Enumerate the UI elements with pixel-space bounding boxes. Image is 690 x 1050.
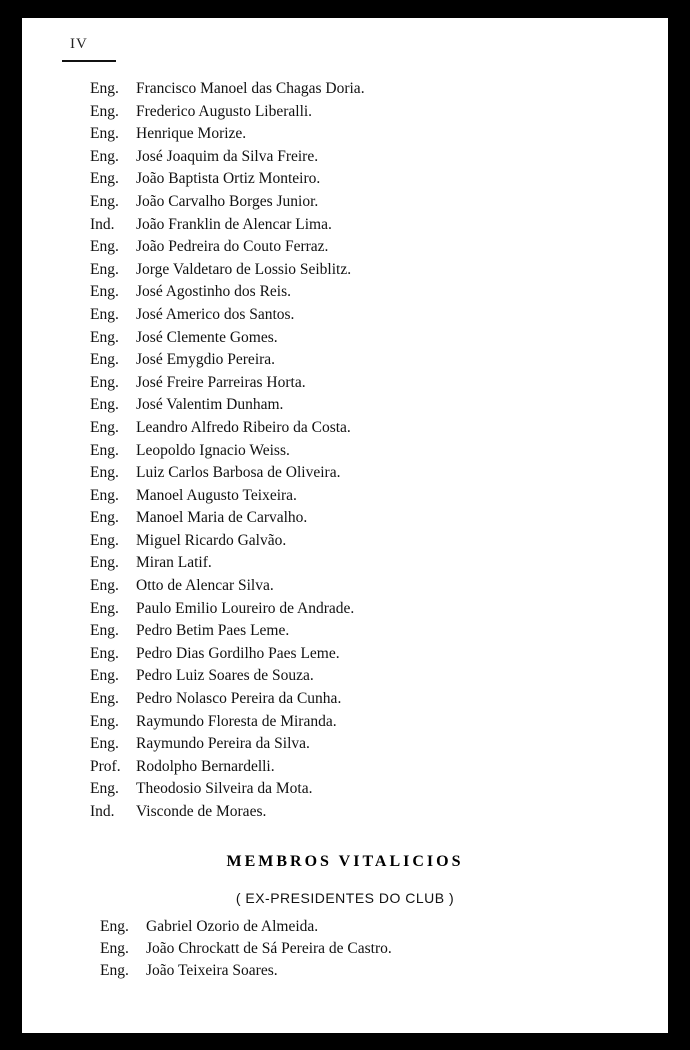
member-entry (90, 101, 365, 124)
member-entry (100, 938, 392, 960)
member-title: Eng. (100, 918, 129, 935)
member-name: Frederico Augusto Liberalli. (136, 102, 313, 120)
member-title: Eng. (90, 599, 119, 617)
member-entry (90, 123, 365, 146)
member-name: Pedro Betim Paes Leme. (136, 622, 290, 640)
members-list (90, 78, 365, 824)
member-name: Manoel Augusto Teixeira. (136, 486, 297, 504)
member-title: Eng. (90, 328, 119, 346)
member-name: Francisco Manoel das Chagas Doria. (136, 80, 365, 97)
member-title: Eng. (90, 418, 119, 436)
member-title: Eng. (90, 690, 119, 708)
member-title: Eng. (90, 441, 119, 459)
section-title: MEMBROS VITALICIOS (226, 853, 464, 870)
member-name: Miran Latif. (136, 554, 212, 572)
member-entry (90, 259, 365, 282)
member-name: Leandro Alfredo Ribeiro da Costa. (136, 418, 351, 436)
member-name: José Clemente Gomes. (136, 328, 278, 346)
member-title: Eng. (90, 554, 119, 572)
member-name: João Franklin de Alencar Lima. (136, 215, 332, 233)
member-name: José Agostinho dos Reis. (136, 283, 292, 301)
member-entry (90, 417, 365, 440)
member-entry (90, 236, 365, 259)
member-entry (90, 733, 365, 756)
member-entry (90, 304, 365, 327)
member-title: Eng. (90, 305, 119, 323)
member-name: José Valentim Dunham. (136, 396, 284, 414)
member-name: Theodosio Silveira da Mota. (136, 780, 313, 798)
member-entry (90, 372, 365, 395)
member-title: Eng. (90, 351, 119, 369)
member-name: Pedro Nolasco Pereira da Cunha. (136, 690, 342, 708)
member-title: Eng. (90, 780, 119, 798)
member-entry (90, 191, 365, 214)
page-number: IV (70, 36, 88, 52)
member-title: Eng. (90, 531, 119, 549)
member-name: Henrique Morize. (136, 125, 247, 143)
member-entry (90, 327, 365, 350)
member-entry (90, 462, 365, 485)
member-title: Eng. (90, 644, 119, 662)
member-title: Eng. (90, 622, 119, 640)
member-name: Paulo Emilio Loureiro de Andrade. (136, 599, 355, 617)
member-entry (90, 281, 365, 304)
member-entry (90, 552, 365, 575)
member-title: Ind. (90, 803, 115, 820)
member-name: Luiz Carlos Barbosa de Oliveira. (136, 464, 341, 482)
member-name: Leopoldo Ignacio Weiss. (136, 441, 290, 459)
member-entry (90, 485, 365, 508)
member-title: Eng. (90, 283, 119, 301)
member-entry (90, 688, 365, 711)
member-title: Eng. (90, 486, 119, 504)
member-title: Eng. (90, 667, 119, 685)
member-entry (90, 643, 365, 666)
member-name: José Emygdio Pereira. (136, 351, 276, 369)
member-name: José Joaquim da Silva Freire. (136, 147, 319, 165)
member-name: José Freire Parreiras Horta. (136, 373, 306, 391)
member-entry (100, 916, 392, 938)
member-title: Eng. (90, 373, 119, 391)
member-title: Eng. (100, 940, 129, 957)
member-name: José Americo dos Santos. (136, 305, 295, 323)
member-entry (90, 620, 365, 643)
member-entry (90, 778, 365, 801)
member-name: Raymundo Floresta de Miranda. (136, 712, 337, 730)
member-title: Eng. (90, 464, 119, 482)
member-entry (90, 575, 365, 598)
member-name: Jorge Valdetaro de Lossio Seiblitz. (136, 260, 352, 278)
member-title: Eng. (90, 509, 119, 527)
member-title: Ind. (90, 215, 115, 233)
member-entry (90, 598, 365, 621)
member-name: João Chrockatt de Sá Pereira de Castro. (146, 940, 392, 957)
member-title: Eng. (90, 577, 119, 595)
member-name: João Baptista Ortiz Monteiro. (136, 170, 321, 188)
member-title: Eng. (90, 147, 119, 165)
member-title: Eng. (90, 80, 119, 97)
member-title: Eng. (90, 192, 119, 210)
member-name: Miguel Ricardo Galvão. (136, 531, 287, 549)
member-name: Pedro Luiz Soares de Souza. (136, 667, 314, 685)
member-name: Rodolpho Bernardelli. (136, 757, 275, 775)
member-name: Otto de Alencar Silva. (136, 577, 274, 595)
member-entry (90, 168, 365, 191)
member-name: Gabriel Ozorio de Almeida. (146, 918, 319, 935)
member-title: Eng. (90, 260, 119, 278)
member-entry (90, 507, 365, 530)
member-entry (90, 711, 365, 734)
member-name: Pedro Dias Gordilho Paes Leme. (136, 644, 340, 662)
member-title: Eng. (90, 170, 119, 188)
member-entry (90, 349, 365, 372)
member-title: Eng. (90, 735, 119, 753)
member-entry (90, 394, 365, 417)
member-name: João Teixeira Soares. (146, 962, 278, 979)
vitalicios-list (100, 916, 392, 982)
member-name: Manoel Maria de Carvalho. (136, 509, 308, 527)
member-title: Eng. (90, 396, 119, 414)
member-entry (90, 530, 365, 553)
page-number-rule (62, 60, 116, 62)
member-name: João Pedreira do Couto Ferraz. (136, 238, 329, 256)
member-entry (90, 440, 365, 463)
member-entry (90, 801, 365, 824)
member-name: Visconde de Moraes. (136, 803, 267, 820)
member-entry (100, 960, 392, 982)
member-entry (90, 146, 365, 169)
member-name: João Carvalho Borges Junior. (136, 192, 319, 210)
member-name: Raymundo Pereira da Silva. (136, 735, 310, 753)
member-title: Eng. (90, 238, 119, 256)
member-title: Eng. (90, 102, 119, 120)
member-title: Eng. (90, 712, 119, 730)
member-title: Eng. (90, 125, 119, 143)
member-entry (90, 214, 365, 237)
member-title: Eng. (100, 962, 129, 979)
document-page (22, 18, 668, 1033)
member-title: Prof. (90, 757, 121, 775)
section-subtitle: ( EX-PRESIDENTES DO CLUB ) (235, 890, 455, 906)
member-entry (90, 665, 365, 688)
member-entry (90, 756, 365, 779)
member-entry (90, 78, 365, 101)
